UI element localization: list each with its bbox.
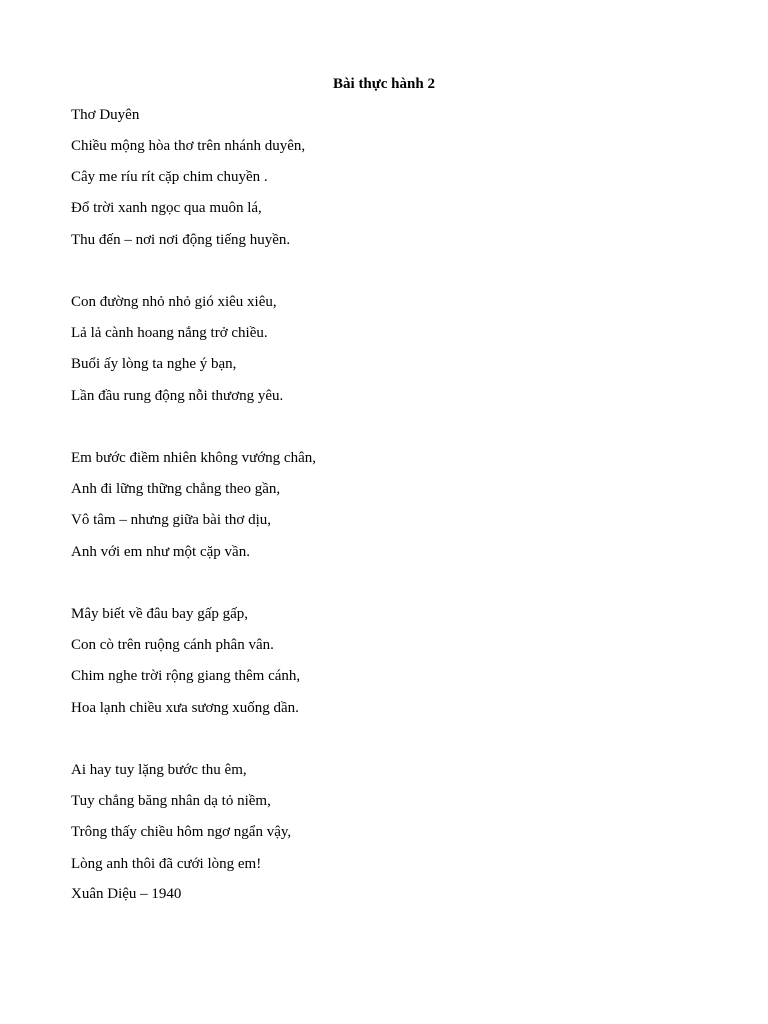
poem-line: Ai hay tuy lặng bước thu êm,	[71, 762, 247, 778]
author-line: Xuân Diệu – 1940	[71, 886, 182, 902]
poem-line: Anh với em như một cặp vần.	[71, 543, 250, 560]
poem-line: Con đường nhỏ nhỏ gió xiêu xiêu,	[71, 294, 277, 310]
poem-line: Thu đến – nơi nơi động tiếng huyền.	[71, 231, 291, 248]
poem-line: Em bước điềm nhiên không vướng chân,	[71, 450, 316, 466]
stanza-5	[71, 760, 291, 885]
poem-line: Hoa lạnh chiều xưa sương xuống dần.	[71, 699, 299, 716]
poem-line: Anh đi lững thững chẳng theo gần,	[71, 481, 281, 498]
poem-line: Lần đầu rung động nỗi thương yêu.	[71, 387, 284, 404]
poem-line: Tuy chẳng băng nhân dạ tỏ niềm,	[71, 793, 271, 810]
poem-line: Trông thấy chiều hôm ngơ ngẩn vậy,	[71, 824, 292, 841]
document-title: Bài thực hành 2	[333, 76, 435, 92]
poem-line: Lòng anh thôi đã cưới lòng em!	[71, 855, 262, 872]
stanza-3	[71, 448, 316, 573]
poem-title: Thơ Duyên	[71, 107, 140, 123]
poem-line: Chiều mộng hòa thơ trên nhánh duyên,	[71, 138, 306, 154]
poem-line: Chim nghe trời rộng giang thêm cánh,	[71, 668, 301, 685]
poem-line: Đổ trời xanh ngọc qua muôn lá,	[71, 200, 262, 217]
poem-line: Con cò trên ruộng cánh phân vân.	[71, 637, 274, 654]
poem-line: Vô tâm – nhưng giữa bài thơ dịu,	[71, 512, 272, 529]
stanza-2	[71, 292, 283, 417]
poem-line: Buổi ấy lòng ta nghe ý bạn,	[71, 356, 237, 373]
stanza-4	[71, 604, 300, 729]
stanza-1	[71, 136, 305, 261]
poem-line: Cây me ríu rít cặp chim chuyền .	[71, 169, 268, 186]
poem-line: Lả lả cành hoang nắng trở chiều.	[71, 325, 268, 342]
poem-line: Mây biết về đâu bay gấp gấp,	[71, 606, 249, 622]
